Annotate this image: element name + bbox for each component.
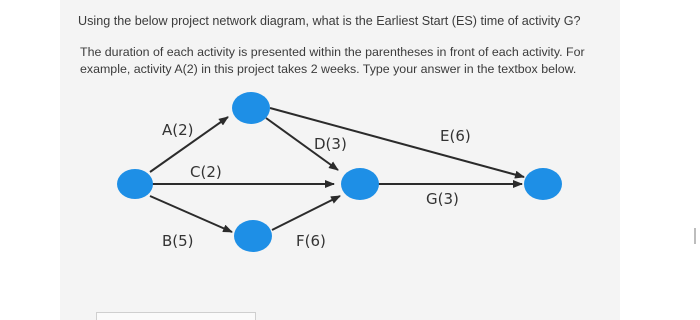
network-node-2 [232, 92, 270, 124]
activity-label-b: B(5) [162, 232, 194, 250]
instructions-line-2: example, activity A(2) in this project takes 2 weeks. Type your answer in the textbox below. [80, 62, 577, 76]
network-node-3 [234, 220, 272, 252]
arrow-e [270, 108, 524, 177]
network-node-4 [341, 168, 379, 200]
activity-label-d: D(3) [314, 135, 347, 153]
arrow-f [272, 196, 340, 230]
instructions-line-1: The duration of each activity is presented within the parentheses in front of each activity. For [80, 45, 585, 59]
question-text: Using the below project network diagram, what is the Earliest Start (ES) time of activity G? [78, 14, 581, 28]
activity-label-c: C(2) [190, 163, 222, 181]
answer-textbox[interactable] [96, 312, 256, 320]
scrollbar-edge [694, 228, 696, 244]
network-node-5 [524, 168, 562, 200]
activity-label-e: E(6) [440, 127, 471, 145]
arrow-b [150, 196, 232, 232]
activity-label-a: A(2) [162, 121, 194, 139]
activity-label-f: F(6) [296, 232, 326, 250]
activity-label-g: G(3) [426, 190, 459, 208]
network-node-1 [117, 169, 153, 199]
